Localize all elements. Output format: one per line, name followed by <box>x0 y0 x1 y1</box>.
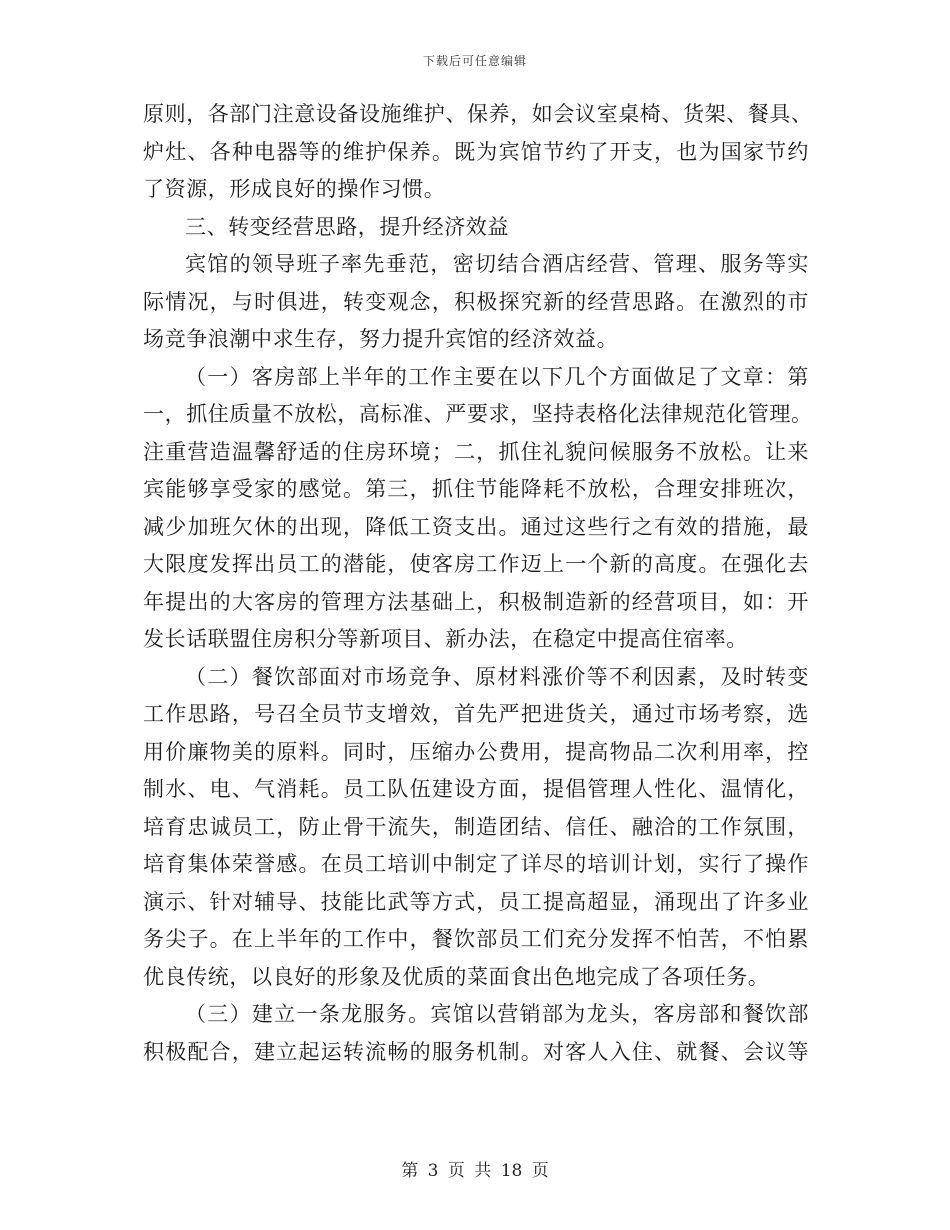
text-line: 年提出的大客房的管理方法基础上，积极制造新的经营项目，如：开 <box>143 589 809 614</box>
text-line: （三）建立一条龙服务。宾馆以营销部为龙头，客房部和餐饮部 <box>185 1002 809 1026</box>
text-line: 了资源，形成良好的操作习惯。 <box>143 177 446 201</box>
section-heading: 三、转变经营思路，提升经济效益 <box>185 214 509 239</box>
text-line: （二）餐饮部面对市场竞争、原材料涨价等不利因素，及时转变 <box>185 664 809 689</box>
page-footer: 第 3 页 共 18 页 <box>401 1161 549 1181</box>
document-body <box>143 96 813 1071</box>
text-line: 场竞争浪潮中求生存，努力提升宾馆的经济效益。 <box>143 327 619 351</box>
text-line: 减少加班欠休的出现，降低工资支出。通过这些行之有效的措施，最 <box>143 514 809 539</box>
text-line: 炉灶、各种电器等的维护保养。既为宾馆节约了开支，也为国家节约 <box>143 139 809 164</box>
page-header: 下载后可任意编辑 <box>422 54 527 68</box>
text-line: 积极配合，建立起运转流畅的服务机制。对客人入住、就餐、会议等 <box>143 1039 809 1064</box>
text-line: 发长话联盟住房积分等新项目、新办法，在稳定中提高住宿率。 <box>143 627 748 651</box>
text-line: 工作思路，号召全员节支增效，首先严把进货关，通过市场考察，选 <box>143 702 809 726</box>
text-line: 培育集体荣誉感。在员工培训中制定了详尽的培训计划，实行了操作 <box>143 852 809 876</box>
text-line: 务尖子。在上半年的工作中，餐饮部员工们充分发挥不怕苦，不怕累 <box>143 927 809 951</box>
text-line: 原则，各部门注意设备设施维护、保养，如会议室桌椅、货架、餐具、 <box>143 102 813 126</box>
text-line: 注重营造温馨舒适的住房环境；二，抓住礼貌问候服务不放松。让来 <box>143 439 809 464</box>
text-line: 制水、电、气消耗。员工队伍建设方面，提倡管理人性化、温情化， <box>143 777 809 801</box>
text-line: 培育忠诚员工，防止骨干流失，制造团结、信任、融洽的工作氛围， <box>143 814 809 839</box>
text-line: 优良传统，以良好的形象及优质的菜面食出色地完成了各项任务。 <box>143 964 770 989</box>
text-line: 一，抓住质量不放松，高标准、严要求，坚持表格化法律规范化管理。 <box>143 402 813 426</box>
text-line: 用价廉物美的原料。同时，压缩办公费用，提高物品二次利用率，控 <box>143 739 809 764</box>
text-line: 宾能够享受家的感觉。第三，抓住节能降耗不放松，合理安排班次， <box>143 477 809 501</box>
text-line: 际情况，与时俱进，转变观念，积极探究新的经营思路。在激烈的市 <box>143 289 809 314</box>
text-line: （一）客房部上半年的工作主要在以下几个方面做足了文章：第 <box>185 364 809 389</box>
text-line: 宾馆的领导班子率先垂范，密切结合酒店经营、管理、服务等实 <box>185 252 809 276</box>
text-line: 大限度发挥出员工的潜能，使客房工作迈上一个新的高度。在强化去 <box>143 552 809 576</box>
text-line: 演示、针对辅导、技能比武等方式，员工提高超显，涌现出了许多业 <box>143 889 809 914</box>
